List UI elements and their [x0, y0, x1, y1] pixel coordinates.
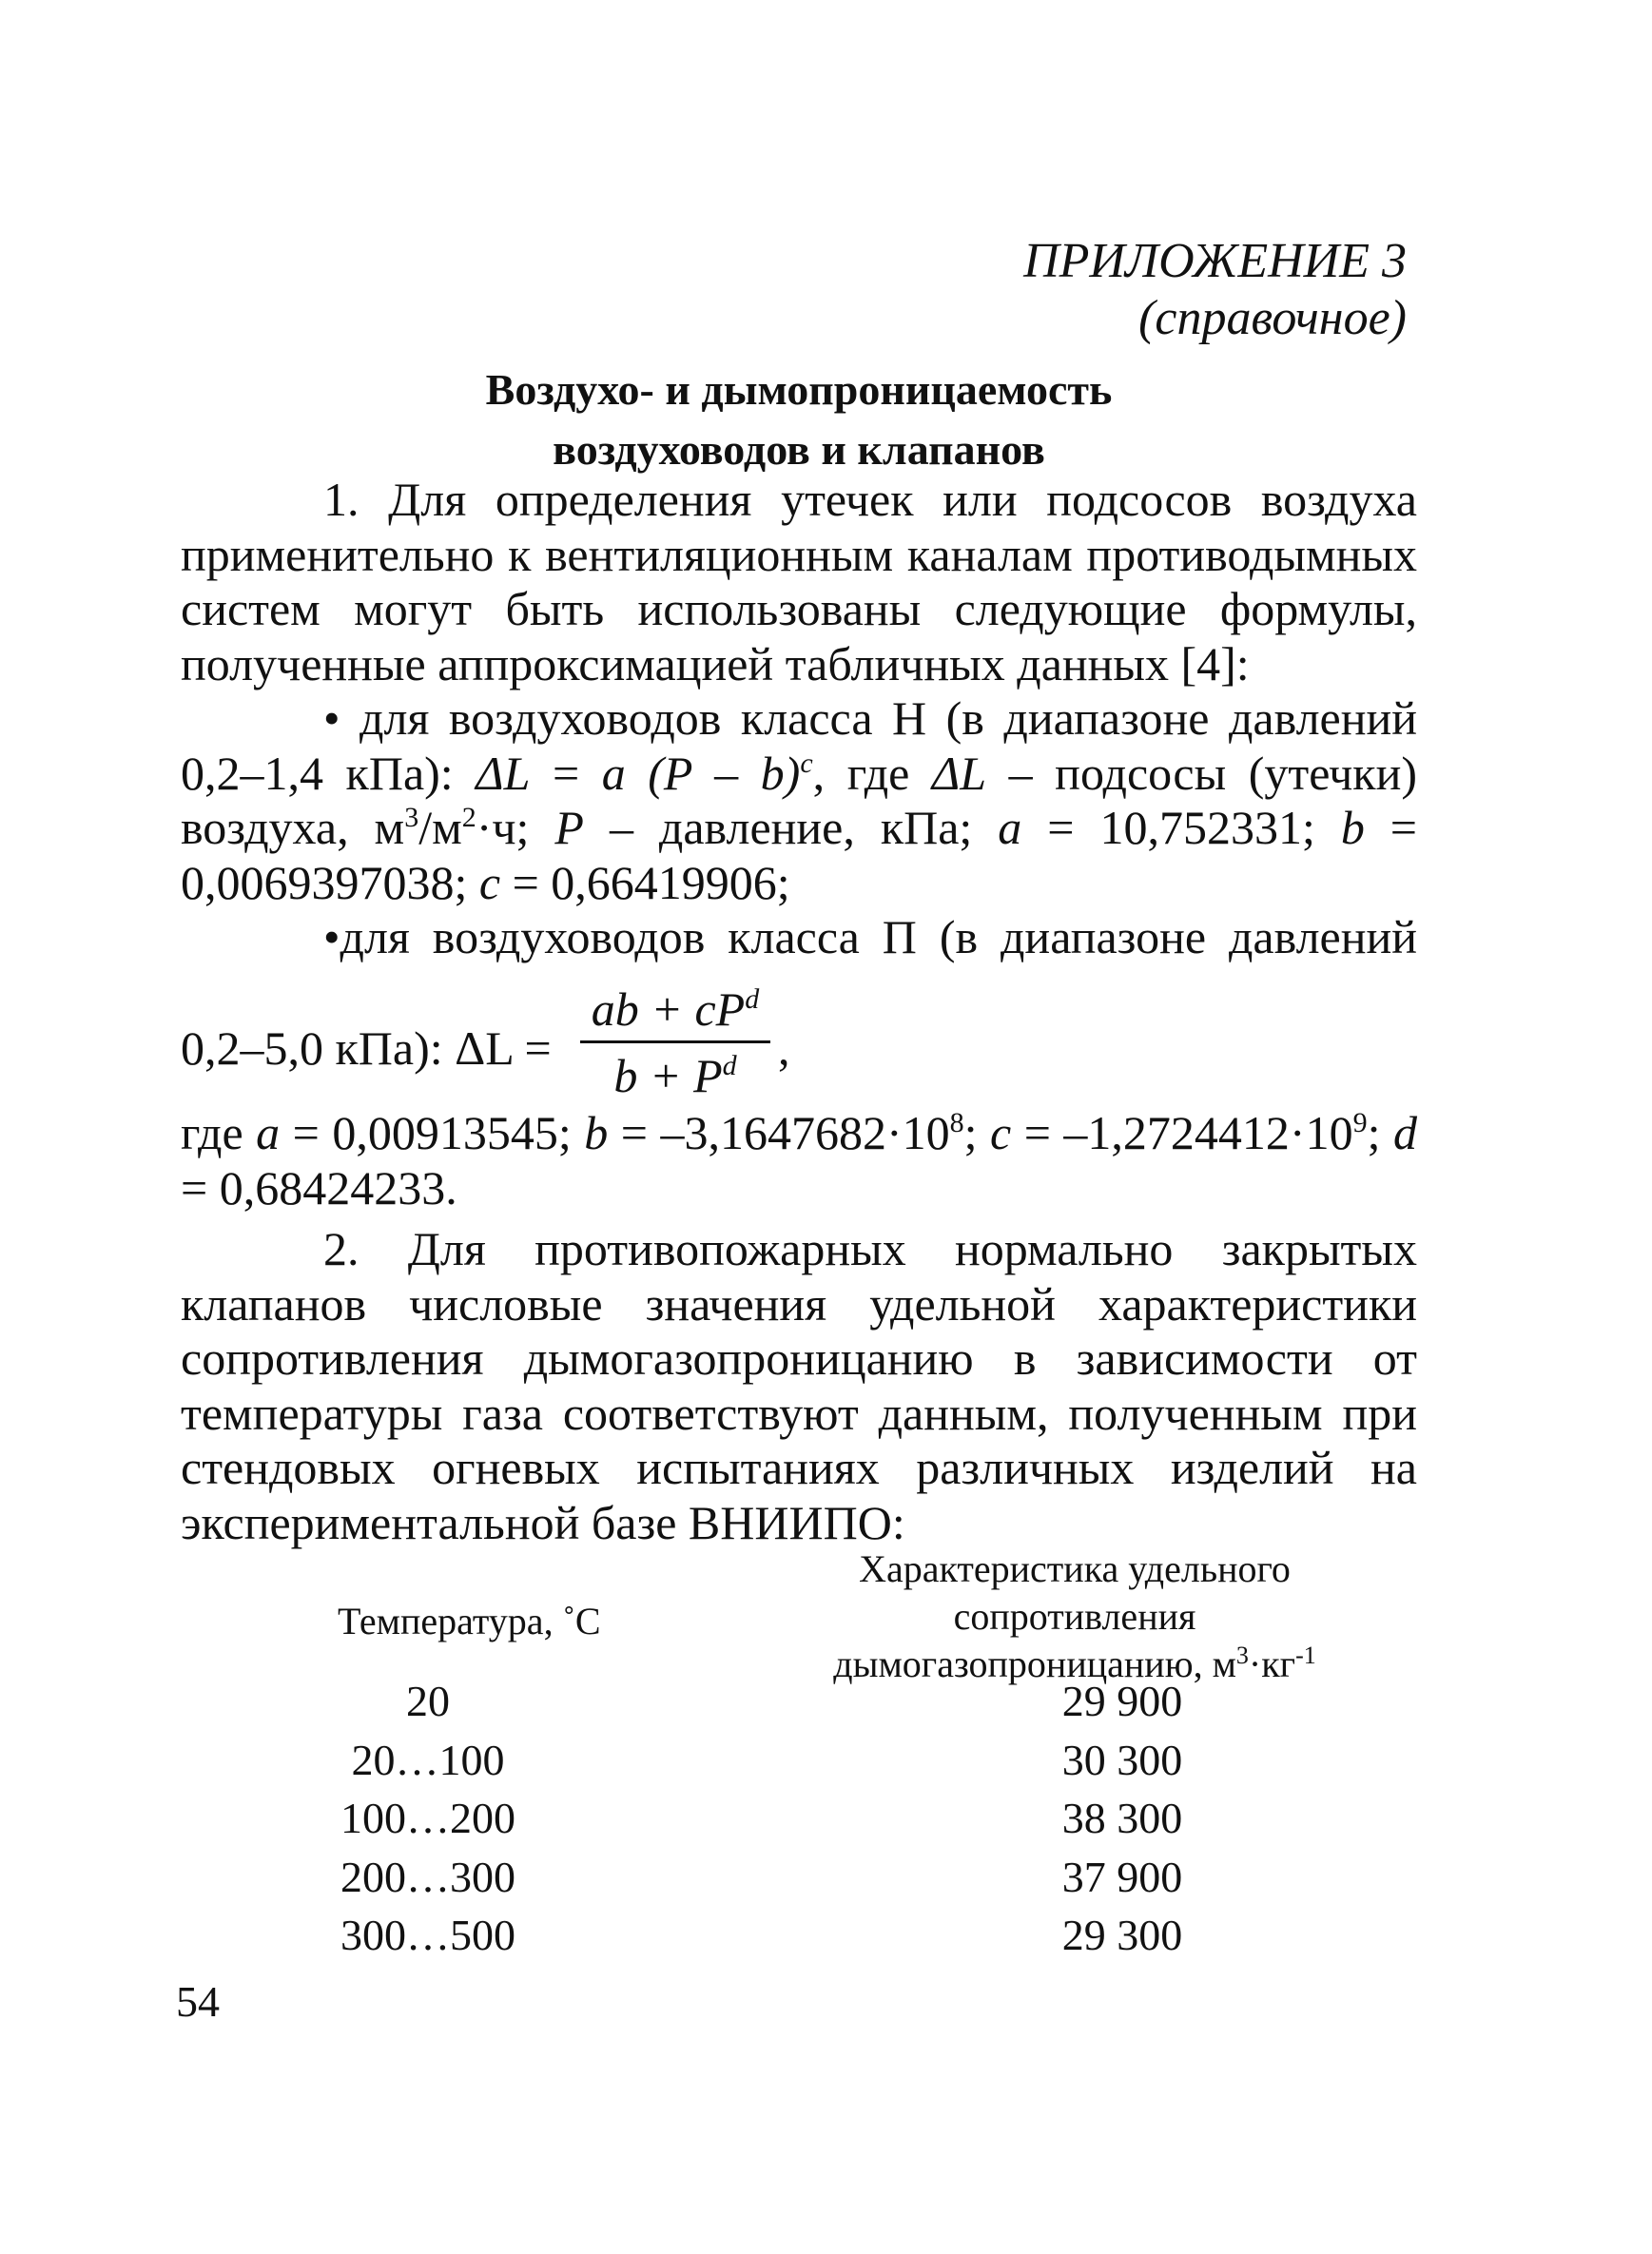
table-row: 20 29 900 — [406, 1677, 1183, 1725]
title-line-2: воздуховодов и клапанов — [553, 425, 1045, 474]
data-table — [314, 1676, 1265, 1969]
fraction — [580, 980, 770, 1104]
table-row: 100…200 38 300 — [340, 1794, 1183, 1842]
table-header-characteristic: Характеристика удельного сопротивления дымогазопроницанию, $м^3\cdot кг^{-1}$ — [833, 1547, 1316, 1685]
fraction-comma: , — [778, 1021, 790, 1075]
paragraph-2: 2. Для противопожарных нормально закрытых клапанов числовые значения удельной характеристики сопротивления дымогазопроницанию в зависимости от температуры газа соответствуют данным, полученным при стендовых огневых испытаниях различных изделий на экспериментальной базе ВНИИПО: — [181, 1222, 1417, 1549]
paragraph-1: 1. Для определения утечек или подсосов воздуха применительно к вентиляционным каналам противодымных систем могут быть использованы следующие формулы, полученные аппроксимацией табличных данных [4]: — [181, 473, 1417, 690]
fraction-bar — [580, 1040, 770, 1043]
coefficients-class-p: где a = 0,00913545; $b = -3,1647682\cdot 10^8$; $c = -1,2724412\cdot 10^9$; d = 0,68424233. — [181, 1106, 1418, 1214]
formula-range-label: 0,2–5,0 кПа): ΔL = — [181, 1021, 552, 1075]
bullet-class-p-intro: •для воздуховодов класса П (в диапазоне давлений — [323, 910, 1417, 963]
page-number: 54 — [176, 1977, 220, 2026]
body-block-3 — [181, 1222, 1417, 1550]
table-row: 20…100 30 300 — [351, 1735, 1183, 1784]
appendix-label: ПРИЛОЖЕНИЕ 3 — [1023, 234, 1407, 288]
body-block-2 — [181, 1106, 1417, 1215]
body-block-1 — [181, 473, 1417, 965]
title-line-1: Воздухо- и дымопроницаемость — [485, 365, 1113, 414]
fraction-denominator: $b + P^d$ — [613, 1049, 737, 1102]
fraction-numerator: ab + $cP^d$ — [591, 982, 760, 1036]
table-header-temperature: Температура, ˚С — [338, 1600, 601, 1642]
appendix-note: (справочное) — [1138, 291, 1407, 345]
bullet-class-n: • для воздуховодов класса Н (в диапазоне давлений 0,2–1,4 кПа): ΔL = a (P – b)$^c$, где ΔL – подсосы (утечки) воздуха, $м^3/м^2\cdot ч$; P – давление, кПа; a = 10,752331; b = 0,0069397038; c = 0,66419906; — [181, 691, 1418, 909]
table-row: 300…500 29 300 — [340, 1911, 1183, 1959]
section-title — [181, 359, 1417, 479]
table-row: 200…300 37 900 — [340, 1852, 1183, 1901]
formula-class-p — [181, 980, 1417, 1113]
appendix-heading — [1023, 233, 1407, 347]
